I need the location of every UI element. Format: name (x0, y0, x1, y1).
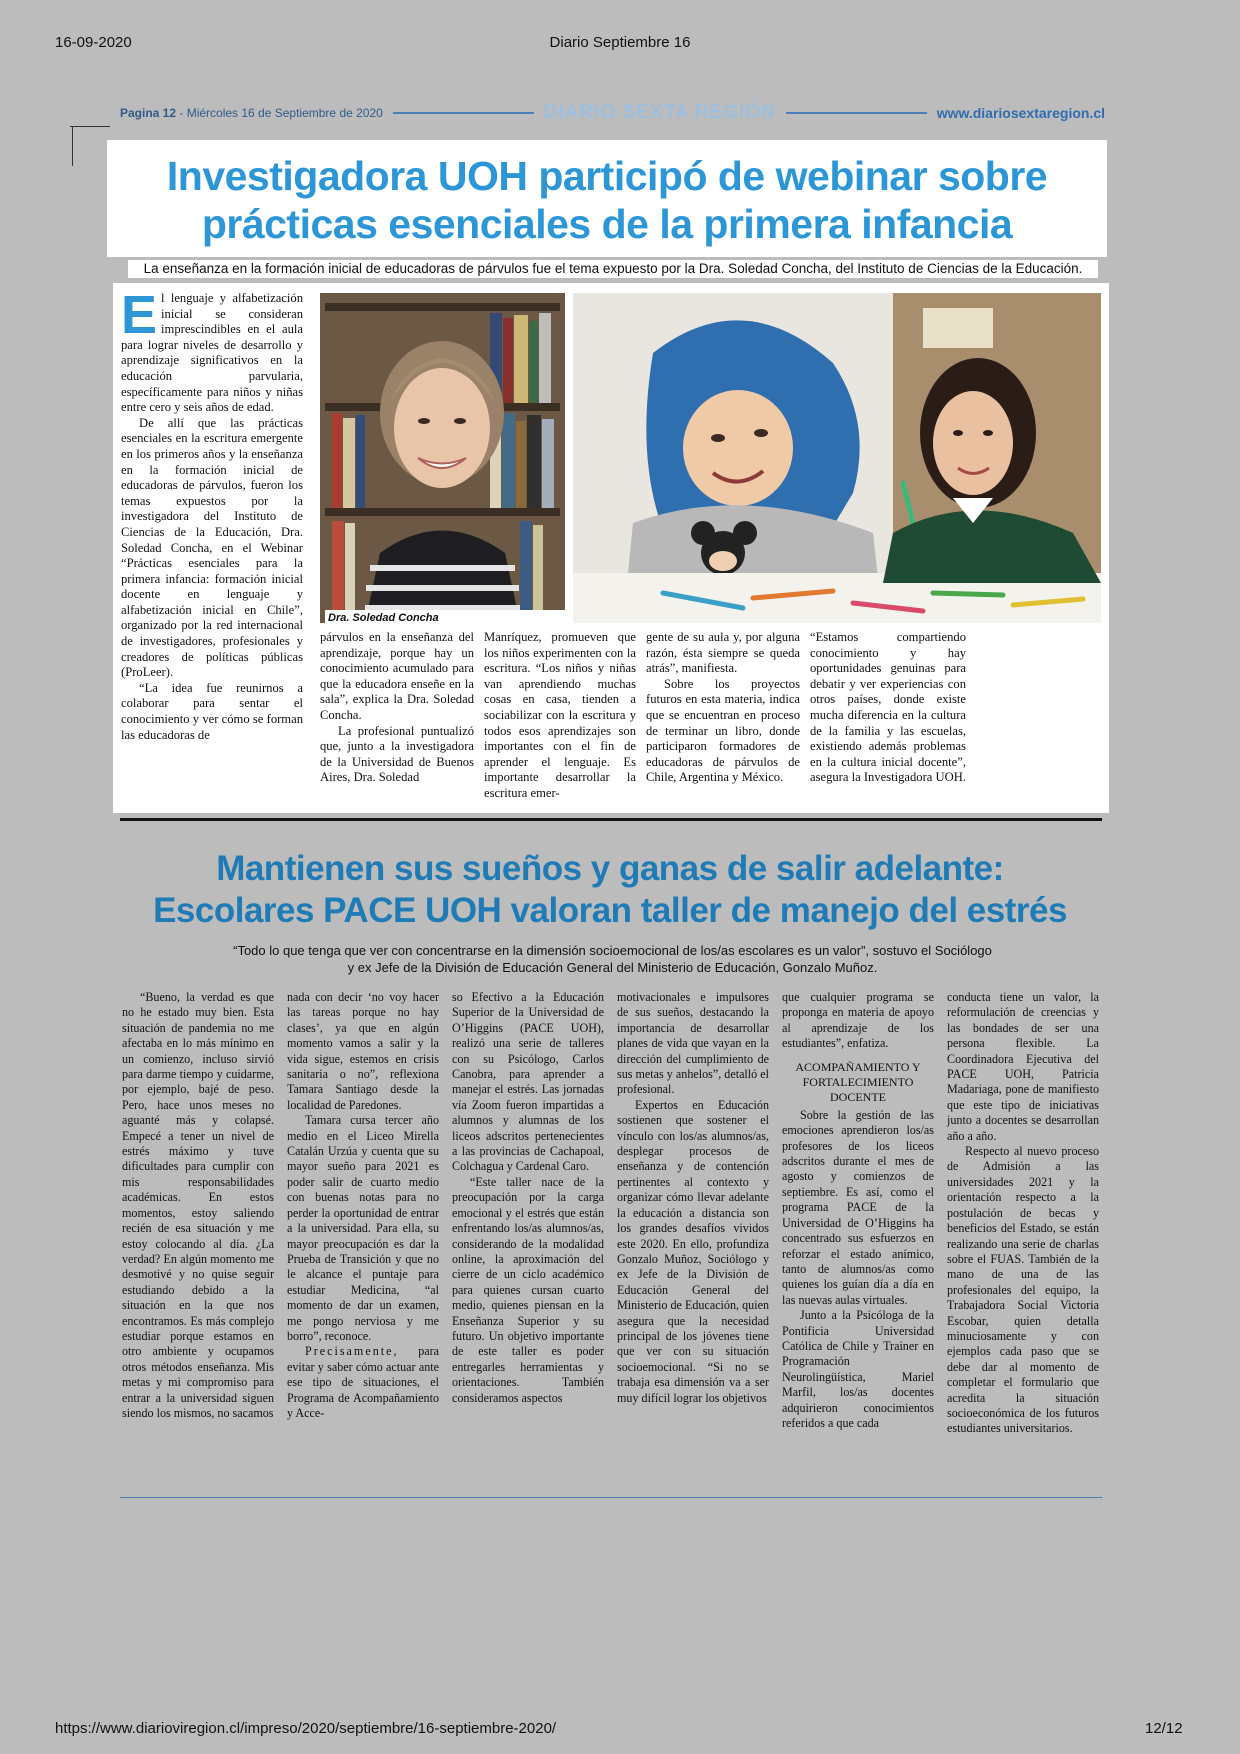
section-divider (120, 818, 1102, 821)
article2-column (452, 990, 604, 1406)
paragraph: Sobre la gestión de las emociones aprendieron los/as profesores de los liceos adscritos durante el mes de agosto y comienzos de septiembre. Es así, como el programa PACE de la Universidad de O’Higgins ha concentrado sus esfuerzos en reforzar el estado anímico, tanto de alumnos/as como quienes los guían día a día en las nuevas aulas virtuales. (782, 1107, 934, 1307)
newspaper-brand: DIARIO SEXTA REGIÓN (543, 102, 776, 123)
photo-caption: Dra. Soledad Concha (325, 610, 571, 626)
article1-column (121, 285, 303, 743)
crop-mark (70, 126, 110, 127)
paragraph: Respecto al nuevo proceso de Admisión a las universidades 2021 y la orientación respecto a la postulación de becas y beneficios del Estado, se están realizando una serie de charlas sobre el FUAS. También de la mano de una de las profesionales del equipo, la Trabajadora Social Victoria Escobar, quien detalla minuciosamente y con ejemplos cada paso que se debe dar al momento de completar el formulario que acredita la situación socioeconómica de los futuros estudiantes universitarios. (947, 1144, 1099, 1436)
headline-line: Investigadora UOH participó de webinar sobre (166, 153, 1048, 199)
paragraph: Manríquez, promueven que los niños experimenten con la escritura. “Los niños y niñas van aprendiendo muchas cosas en casa, tienden a sociabilizar con la escritura y todos esos aprendizajes son importantes con el fin de aprender el lenguaje. Es importante desarrollar la escritura emer- (484, 630, 636, 800)
print-date: 16-09-2020 (55, 34, 132, 51)
paragraph: Precisamente, para evitar y saber cómo actuar ante ese tipo de situaciones, el Programa de Acompañamiento y Acce- (287, 1344, 439, 1420)
paragraph: “Estamos compartiendo conocimiento y hay oportunidades genuinas para debatir y ver experiencias con otros países, donde existe mucha diferencia en la cultura de la familia y las escuelas, existiendo además problemas en la cultura inicial docente”, asegura la Investigadora UOH. (810, 630, 966, 785)
classroom-photo (573, 293, 1101, 623)
page-number: Pagina 12 - Miércoles 16 de Septiembre de 2020 (120, 106, 383, 120)
paragraph: motivacionales e impulsores de sus sueños, destacando la importancia de desarrollar planes de vida que vayan en la dirección del cumplimiento de sus metas y anhelos”, detalló el profesional. (617, 990, 769, 1097)
headline-line: Escolares PACE UOH valoran taller de manejo del estrés (153, 891, 1067, 930)
article1-headline (107, 152, 1107, 248)
print-page-count: 12/12 (1145, 1720, 1183, 1737)
newspaper-website: www.diariosextaregion.cl (936, 105, 1106, 121)
article1-column (484, 630, 636, 802)
article1-column (320, 630, 474, 786)
article1-headline-box (107, 140, 1107, 257)
paragraph: De allí que las prácticas esenciales en la escritura emergente en los primeros años y la enseñanza en la formación inicial de educadoras de párvulos, fueron los temas expuestos por la investigadora del Instituto de Ciencias de la Educación, Dra. Soledad Concha, en el Webinar “Prácticas esenciales para la primera infancia: formación inicial docente en lenguaje y alfabetización inicial en Chile”, organizado por la red internacional de investigadores, profesionales y creadores de políticas públicas (ProLeer). (121, 415, 303, 680)
paragraph: Tamara cursa tercer año medio en el Liceo Mirella Catalán Urzúa y cuenta que su mayor sueño para 2021 es poder salir de cuarto medio con buenas notas para no perder la oportunidad de entrar a la universidad. Para ella, su mayor preocupación es dar la Prueba de Transición y que no le alcance el puntaje para estudiar Medicina, “al momento de dar un examen, me pongo nerviosa y me borro”, reconoce. (287, 1113, 439, 1343)
header-rule (786, 112, 927, 114)
paragraph: so Efectivo a la Educación Superior de la Universidad de O’Higgins (PACE UOH), realizó una serie de talleres con su Psicólogo, Carlos Canobra, para aprender a manejar el estrés. Las jornadas vía Zoom fueron impartidas a alumnos y alumnas de los liceos adscritos pertenecientes a las provincias de Cachapoal, Colchagua y Cardenal Caro. (452, 990, 604, 1174)
paragraph: Junto a la Psicóloga de la Pontificia Universidad Católica de Chile y Trainer en Programación Neurolingüística, Mariel Marfil, los/as docentes adquirieron conocimientos referidos a que cada (782, 1308, 934, 1430)
paragraph: nada con decir ‘no voy hacer las tareas porque no hay clases’, ya que en algún momento vamos a salir y la vida sigue, estemos en crisis sanitaria o no”, reflexiona Tamara Santiago desde la localidad de Paredones. (287, 990, 439, 1112)
article2-subhead (120, 942, 1105, 976)
headline-line: Mantienen sus sueños y ganas de salir adelante: (216, 849, 1004, 888)
paragraph: conducta tiene un valor, la reformulación de creencias y las bondades de ser una persona flexible. La Coordinadora Ejecutiva del PACE UOH, Patricia Madariaga, pone de manifiesto que este tipo de iniciativas junto a docentes se desarrollan año a año. (947, 990, 1099, 1143)
paragraph: “Bueno, la verdad es que no he estado muy bien. Esta situación de pandemia no me afectaba en lo más mínimo en un comienzo, incluso sirvió para darme tiempo y cuidarme, por ejemplo, bajé de peso. Pero, hace unos meses no aguanté más y colapsé. Empecé a tener un nivel de estrés máximo y tuve dificultades para cumplir con mis responsabilidades académicas. En estos momentos, estoy saliendo recién de esa situación y me estoy colocando al día. ¿La verdad? En algún momento me desmotivé y no quise seguir estudiando debido a la situación en la que nos encontramos. Es más complejo estudiar porque estamos en otro ambiente y ocupamos otros métodos enseñanza. Mis metas y mi compromiso para entrar a la universidad siguen siendo los mismos, no sacamos (122, 990, 274, 1420)
classroom-photo-graphic (573, 293, 1101, 623)
print-title: Diario Septiembre 16 (549, 34, 691, 51)
paragraph: Expertos en Educación sostienen que sostener el vínculo con los/as alumnos/as, desplegar procesos de enseñanza y de contención pertinentes al contexto y organizar cómo llevar adelante la educación a distancia son los grandes desafíos vividos este 2020. En ello, profundiza Gonzalo Muñoz, Sociólogo y ex Jefe de la División de Educación General del Ministerio de Educación, quien asegura que la necesidad principal de los jóvenes tiene que ver con su situación socioemocional. “Si no se trabaja esa dimensión va a ser muy difícil lograr los objetivos (617, 1097, 769, 1405)
article2-body (120, 990, 1105, 1490)
header-rule (393, 112, 534, 114)
paragraph: El lenguaje y alfabetización inicial se consideran imprescindibles en el aula para lograr niveles de desarrollo y aprendizaje significativos en la educación parvularia, específicamente para niños y niñas entre cero y seis años de edad. (121, 285, 303, 415)
headline-line: prácticas esenciales de la primera infancia (201, 201, 1013, 247)
article2-headline (110, 848, 1110, 932)
article1-body (113, 283, 1109, 813)
article1-column (810, 630, 966, 786)
crop-mark (72, 126, 73, 166)
subhead-line: “Todo lo que tenga que ver con concentrarse en la dimensión socioemocional de los/as escolares es un valor”, sostuvo el Sociólogo (233, 943, 992, 958)
article2-column (782, 990, 934, 1431)
newspaper-page-header (120, 103, 1105, 123)
article1-column (646, 630, 800, 786)
paragraph: “Este taller nace de la preocupación por la carga emocional y el estrés que están enfrentando los/as alumnos/as, considerando de la modalidad online, la aproximación del cierre de un ciclo académico para quienes cursan cuarto medio, quienes piensan en la Enseñanza Superior y su futuro. Un objetivo importante de este taller es poder entregarles herramientas y orientaciones. También consideramos aspectos (452, 1174, 604, 1405)
paragraph: La profesional puntualizó que, junto a la investigadora de la Universidad de Buenos Aires, Dra. Soledad (320, 723, 474, 785)
paragraph: gente de su aula y, por alguna razón, ésta siempre se queda atrás”, manifiesta. (646, 630, 800, 676)
bottom-rule (120, 1497, 1102, 1498)
paragraph: que cualquier programa se proponga en materia de apoyo al aprendizaje de los estudiantes”, enfatiza. (782, 990, 934, 1051)
paragraph: Sobre los proyectos futuros en esta materia, indica que se encuentran en proceso de terminar un libro, donde participaron formadores de educadoras de párvulos de Chile, Argentina y México. (646, 676, 800, 785)
portrait-photo-graphic (320, 293, 565, 623)
paragraph: “La idea fue reunirnos a colaborar para sentar el conocimiento y ver cómo se forman las educadoras de (121, 680, 303, 742)
section-title: ACOMPAÑAMIENTO Y FORTALECIMIENTO DOCENTE (795, 1059, 921, 1105)
article2-column (947, 990, 1099, 1437)
print-url: https://www.diarioviregion.cl/impreso/2020/septiembre/16-septiembre-2020/ (55, 1720, 557, 1737)
portrait-photo (320, 293, 565, 623)
subhead-line: y ex Jefe de la División de Educación General del Ministerio de Educación, Gonzalo Muñoz. (347, 960, 878, 975)
dropcap: E (121, 285, 158, 345)
article1-subhead: La enseñanza en la formación inicial de educadoras de párvulos fue el tema expuesto por la Dra. Soledad Concha, del Instituto de Ciencias de la Educación. (128, 260, 1098, 278)
article2-column (617, 990, 769, 1406)
article2-column (122, 990, 274, 1421)
paragraph: párvulos en la enseñanza del aprendizaje, porque hay un conocimiento acumulado para que la educadora enseñe en la sala”, explica la Dra. Soledad Concha. (320, 630, 474, 722)
article2-column (287, 990, 439, 1421)
